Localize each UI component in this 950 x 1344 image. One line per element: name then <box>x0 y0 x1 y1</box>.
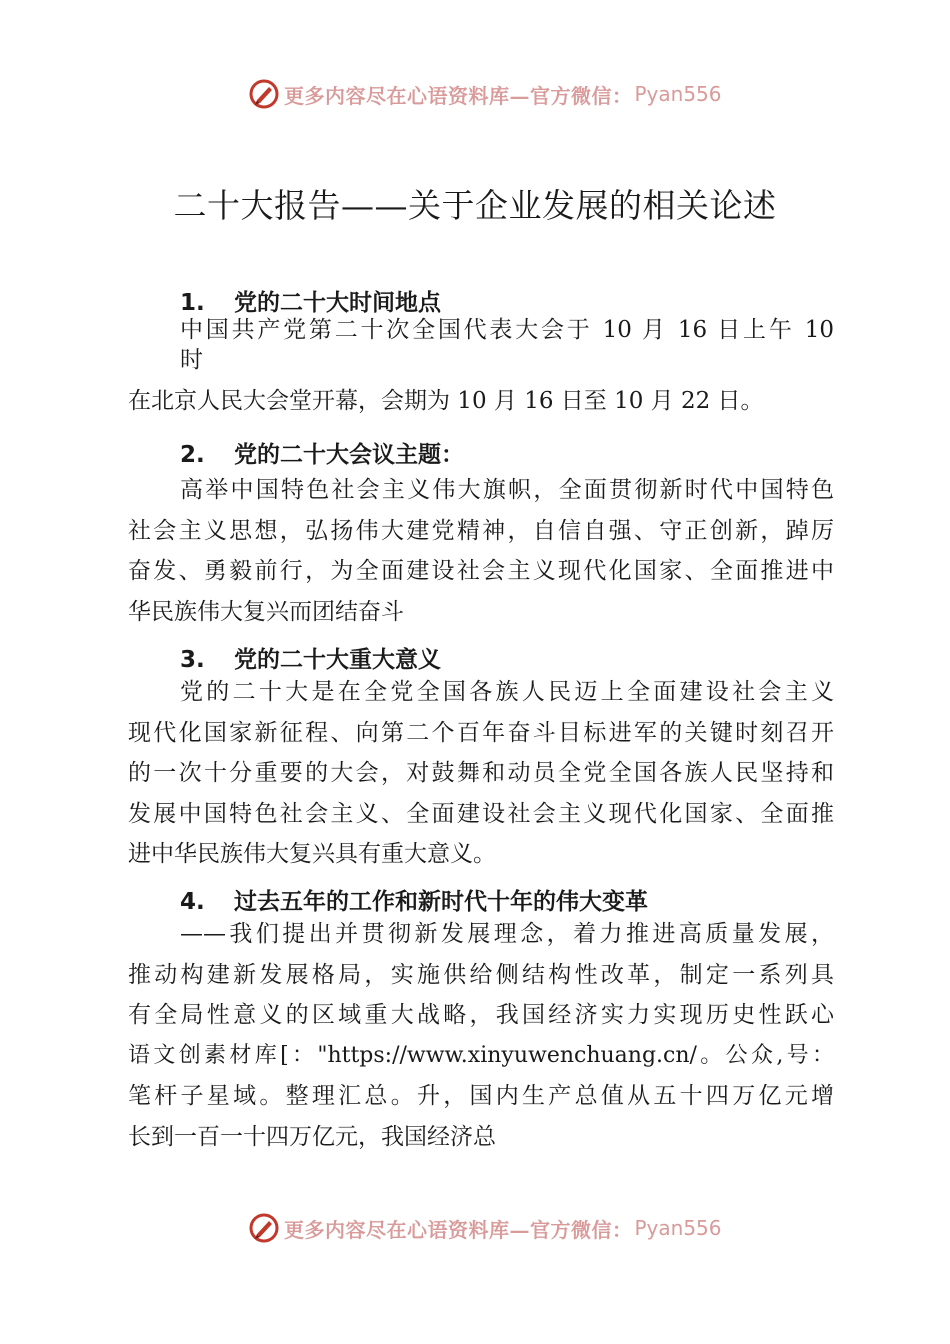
section-2-paragraph <box>128 470 834 632</box>
pen-circle-logo-icon <box>248 1212 280 1244</box>
paragraph-line: ——我们提出并贯彻新发展理念，着力推进高质量发展， <box>180 921 834 947</box>
section-3-paragraph <box>128 672 834 875</box>
paragraph-line: 在北京人民大会堂开幕，会期为 10 月 16 日至 10 月 22 日。 <box>128 388 764 414</box>
paragraph-line: 有全局性意义的区域重大战略，我国经济实力实现历史性跃心 <box>128 1002 834 1028</box>
section-title: 过去五年的工作和新时代十年的伟大变革 <box>234 889 648 915</box>
section-4-paragraph <box>128 914 834 1157</box>
section-title: 党的二十大会议主题： <box>234 442 464 468</box>
paragraph-line: 中国共产党第二十次全国代表大会于 10 月 16 日上午 10 <box>180 317 834 343</box>
section-3-heading <box>180 641 441 674</box>
paragraph-line: 语文创素材库[："https://www.xinyuwenchuang.cn/。公众,号： <box>128 1042 834 1068</box>
section-4-heading <box>180 883 648 916</box>
header-banner <box>248 78 722 110</box>
paragraph-line: 奋发、勇毅前行，为全面建设社会主义现代化国家、全面推进中 <box>128 558 834 584</box>
paragraph-line: 长到一百一十四万亿元，我国经济总 <box>128 1123 496 1150</box>
paragraph-line: 高举中国特色社会主义伟大旗帜，全面贯彻新时代中国特色 <box>180 477 834 503</box>
banner-wechat-id: Pyan556 <box>634 1216 722 1240</box>
banner-text: 更多内容尽在心语资料库—官方微信： <box>284 1217 633 1242</box>
banner-text: 更多内容尽在心语资料库—官方微信： <box>284 83 633 108</box>
paragraph-line: 推动构建新发展格局，实施供给侧结构性改革，制定一系列具 <box>128 961 834 988</box>
paragraph-line: 社会主义思想，弘扬伟大建党精神，自信自强、守正创新，踔厉 <box>128 517 834 544</box>
section-1-heading <box>180 284 441 317</box>
footer-banner <box>248 1212 722 1244</box>
pen-circle-logo-icon <box>248 78 280 110</box>
page-title: 二十大报告——关于企业发展的相关论述 <box>173 186 777 225</box>
section-number: 3. <box>180 647 205 673</box>
paragraph-line: 时 <box>180 347 203 373</box>
section-number: 2. <box>180 442 205 468</box>
paragraph-line: 发展中国特色社会主义、全面建设社会主义现代化国家、全面推 <box>128 800 834 827</box>
section-2-heading <box>180 436 464 469</box>
paragraph-line: 的一次十分重要的大会，对鼓舞和动员全党全国各族人民坚持和 <box>128 760 834 786</box>
section-title: 党的二十大重大意义 <box>234 647 441 673</box>
banner-wechat-id: Pyan556 <box>634 82 722 106</box>
paragraph-line: 党的二十大是在全党全国各族人民迈上全面建设社会主义 <box>180 679 834 705</box>
section-number: 1. <box>180 290 205 316</box>
section-title: 党的二十大时间地点 <box>234 290 441 316</box>
paragraph-line: 现代化国家新征程、向第二个百年奋斗目标进军的关键时刻召开 <box>128 719 834 746</box>
section-number: 4. <box>180 889 205 915</box>
paragraph-line: 华民族伟大复兴而团结奋斗 <box>128 598 404 625</box>
paragraph-line: 笔杆子星域。整理汇总。升，国内生产总值从五十四万亿元增 <box>128 1083 834 1109</box>
paragraph-line: 进中华民族伟大复兴具有重大意义。 <box>128 841 496 867</box>
